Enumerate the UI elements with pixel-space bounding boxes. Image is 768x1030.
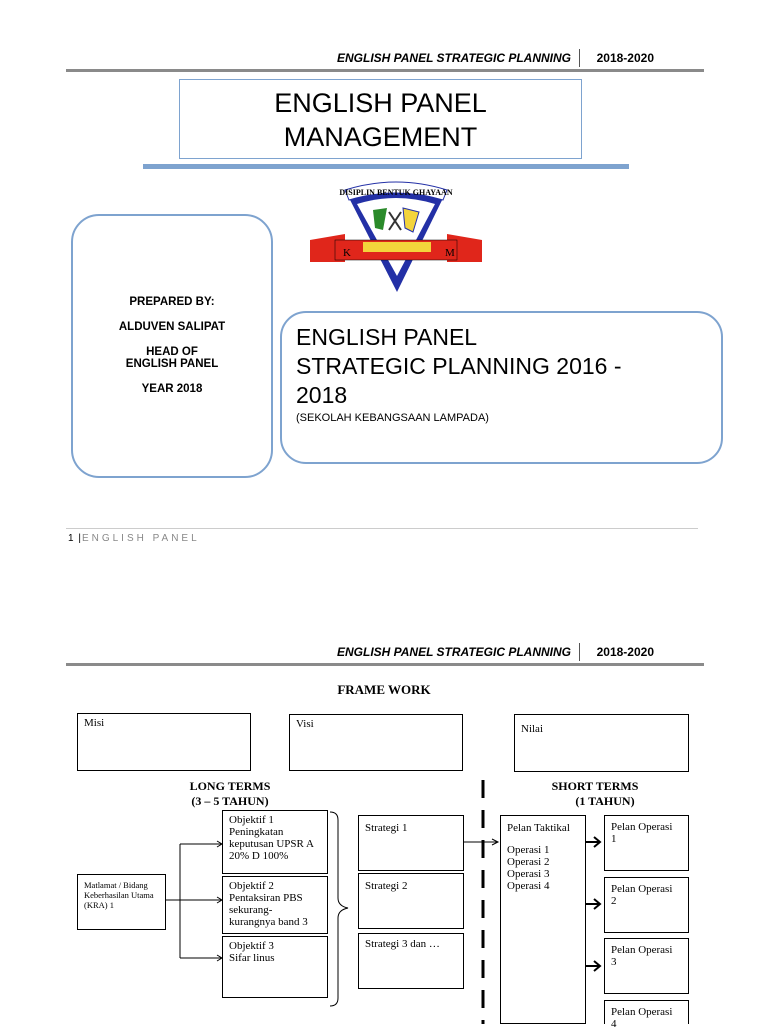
nilai-box bbox=[514, 714, 689, 772]
school-logo bbox=[305, 178, 487, 296]
page-footer bbox=[68, 533, 200, 544]
strategi-3-box bbox=[358, 933, 464, 989]
logo-letter-k: K bbox=[343, 247, 351, 259]
page-header bbox=[66, 49, 704, 69]
operasi-3: Operasi 3 bbox=[507, 868, 550, 880]
operasi-4: Operasi 4 bbox=[507, 880, 550, 892]
role-line-1: HEAD OF bbox=[146, 346, 198, 358]
header-title: ENGLISH PANEL STRATEGIC PLANNING bbox=[336, 51, 571, 65]
obj1-line-1: Objektif 1 bbox=[229, 814, 274, 826]
pelan-operasi-2-box bbox=[604, 877, 689, 933]
pelan-operasi-3-box bbox=[604, 938, 689, 994]
page-2-header bbox=[66, 643, 704, 663]
strategi-1-box bbox=[358, 815, 464, 871]
po2-number: 2 bbox=[611, 895, 617, 907]
prepared-label: PREPARED BY: bbox=[129, 296, 215, 308]
strategi-2-box bbox=[358, 873, 464, 929]
title-line-2: MANAGEMENT bbox=[283, 122, 478, 152]
nilai-label: Nilai bbox=[521, 723, 543, 735]
short-terms-label: SHORT TERMS bbox=[551, 779, 639, 793]
objektif-2-box bbox=[222, 876, 328, 934]
year-label: YEAR 2018 bbox=[141, 383, 203, 395]
title-box bbox=[179, 79, 582, 159]
po1-label: Pelan Operasi bbox=[611, 821, 673, 833]
po4-label: Pelan Operasi bbox=[611, 1006, 673, 1018]
prepared-by-card bbox=[71, 214, 273, 478]
header-rule bbox=[66, 69, 704, 72]
strategi-1-label: Strategi 1 bbox=[365, 822, 408, 834]
header-rule bbox=[66, 663, 704, 666]
long-terms-label: LONG TERMS bbox=[189, 779, 271, 793]
logo-letter-m: M bbox=[445, 247, 455, 259]
footer-text: ENGLISH PANEL bbox=[81, 533, 200, 544]
po3-label: Pelan Operasi bbox=[611, 944, 673, 956]
plan-card bbox=[280, 311, 723, 464]
po2-label: Pelan Operasi bbox=[611, 883, 673, 895]
plan-line-1: ENGLISH PANEL bbox=[296, 324, 478, 350]
author-name: ALDUVEN SALIPAT bbox=[118, 321, 226, 333]
plan-line-2: STRATEGIC PLANNING 2016 - bbox=[296, 353, 622, 379]
short-terms-years: (1 TAHUN) bbox=[575, 794, 635, 808]
school-name: (SEKOLAH KEBANGSAAN LAMPADA) bbox=[296, 412, 489, 424]
header-years: 2018-2020 bbox=[596, 645, 654, 659]
header-years: 2018-2020 bbox=[596, 51, 654, 65]
long-terms-years: (3 – 5 TAHUN) bbox=[191, 794, 269, 808]
obj2-line-1: Objektif 2 bbox=[229, 880, 274, 892]
obj1-line-4: 20% D 100% bbox=[229, 850, 289, 862]
misi-box bbox=[77, 713, 251, 771]
footer-page-number: 1 | bbox=[68, 533, 82, 544]
plan-line-3: 2018 bbox=[296, 382, 348, 408]
kra-line-2: Keberhasilan Utama bbox=[84, 890, 154, 900]
kra-line-3: (KRA) 1 bbox=[84, 900, 114, 910]
misi-label: Misi bbox=[84, 717, 105, 729]
pelan-taktikal-box bbox=[500, 815, 586, 1024]
header-separator bbox=[579, 643, 581, 661]
operasi-2: Operasi 2 bbox=[507, 856, 550, 868]
visi-label: Visi bbox=[296, 718, 314, 730]
role-line-2: ENGLISH PANEL bbox=[125, 358, 219, 370]
obj3-line-1: Objektif 3 bbox=[229, 940, 274, 952]
kra-box bbox=[77, 874, 166, 930]
title-underline bbox=[143, 164, 629, 169]
kra-line-1: Matlamat / Bidang bbox=[84, 880, 148, 890]
obj2-line-2: Pentaksiran PBS bbox=[229, 892, 303, 904]
visi-box bbox=[289, 714, 463, 771]
obj2-line-3: sekurang- bbox=[229, 904, 273, 916]
obj1-line-3: keputusan UPSR A bbox=[229, 838, 314, 850]
po4-number: 4 bbox=[611, 1018, 617, 1030]
po3-number: 3 bbox=[611, 956, 617, 968]
footer-rule bbox=[66, 528, 698, 529]
pelan-operasi-4-box bbox=[604, 1000, 689, 1030]
pelan-taktikal-label: Pelan Taktikal bbox=[507, 822, 570, 834]
objektif-3-box bbox=[222, 936, 328, 998]
obj1-line-2: Peningkatan bbox=[229, 826, 284, 838]
logo-motto: DISIPLIN BENTUK GHAYAAN bbox=[339, 188, 453, 197]
title-line-1: ENGLISH PANEL bbox=[274, 88, 487, 118]
objektif-1-box bbox=[222, 810, 328, 874]
po1-number: 1 bbox=[611, 833, 617, 845]
framework-title: FRAME WORK bbox=[337, 682, 431, 697]
operasi-1: Operasi 1 bbox=[507, 844, 550, 856]
header-separator bbox=[579, 49, 581, 67]
obj3-line-2: Sifar linus bbox=[229, 952, 275, 964]
strategi-3-label: Strategi 3 dan … bbox=[365, 938, 440, 950]
strategi-2-label: Strategi 2 bbox=[365, 880, 408, 892]
header-title: ENGLISH PANEL STRATEGIC PLANNING bbox=[336, 645, 571, 659]
obj2-line-4: kurangnya band 3 bbox=[229, 916, 308, 928]
pelan-operasi-1-box bbox=[604, 815, 689, 871]
